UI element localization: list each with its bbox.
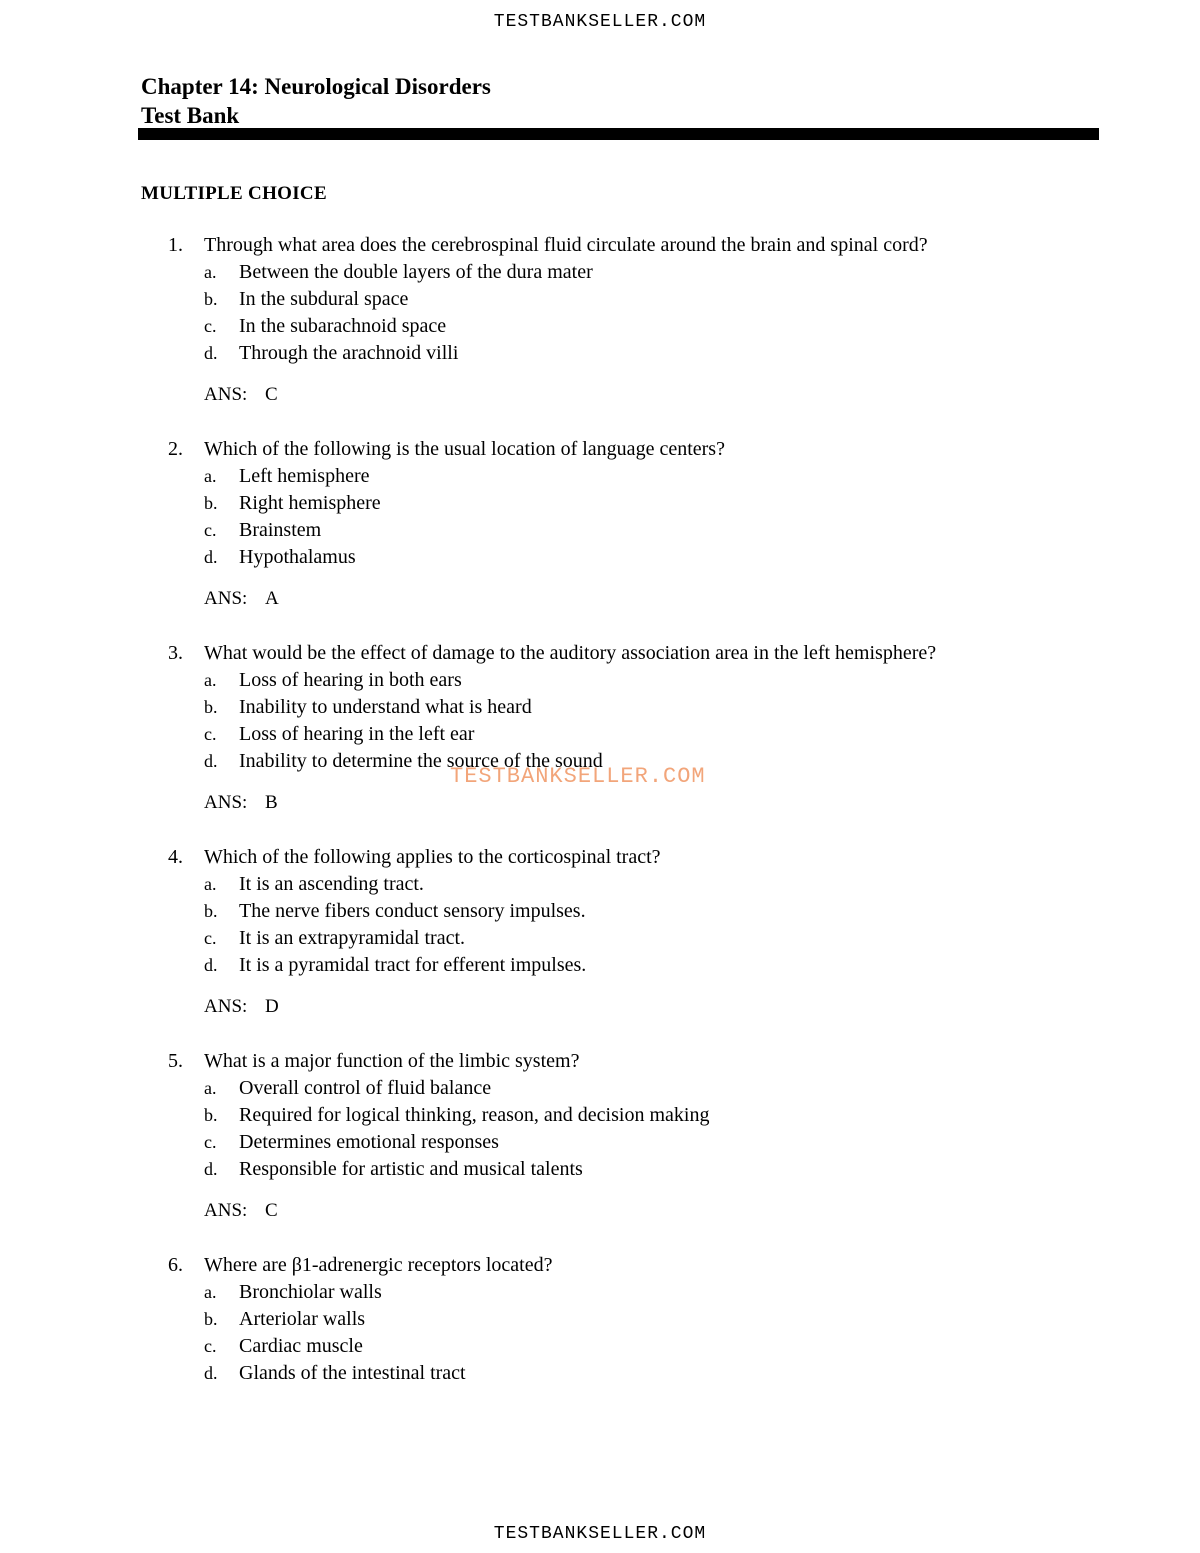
question-text: Which of the following applies to the corticospinal tract? bbox=[204, 846, 661, 868]
option-text: Loss of hearing in both ears bbox=[239, 669, 462, 691]
option-letter: c. bbox=[204, 1132, 217, 1152]
option-letter: d. bbox=[204, 547, 218, 567]
option-d bbox=[0, 544, 1200, 571]
answer-line bbox=[0, 789, 1200, 816]
option-text: Loss of hearing in the left ear bbox=[239, 723, 475, 745]
option-text: Between the double layers of the dura mater bbox=[239, 261, 593, 283]
option-text: It is an extrapyramidal tract. bbox=[239, 927, 466, 949]
option-text: Determines emotional responses bbox=[239, 1131, 499, 1153]
answer-value: D bbox=[265, 996, 279, 1017]
option-d bbox=[0, 1156, 1200, 1183]
answer-label: ANS: bbox=[204, 384, 248, 405]
question-text: Through what area does the cerebrospinal fluid circulate around the brain and spinal cord? bbox=[204, 234, 928, 256]
option-a bbox=[0, 259, 1200, 286]
option-d bbox=[0, 952, 1200, 979]
answer-label: ANS: bbox=[204, 588, 248, 609]
option-letter: a. bbox=[204, 262, 217, 282]
option-c bbox=[0, 1333, 1200, 1360]
option-letter: b. bbox=[204, 493, 218, 513]
option-letter: b. bbox=[204, 1105, 218, 1125]
question-number: 6. bbox=[168, 1254, 183, 1276]
option-text: Left hemisphere bbox=[239, 465, 370, 487]
center-watermark: TESTBANKSELLER.COM bbox=[450, 764, 706, 789]
option-text: Bronchiolar walls bbox=[239, 1281, 382, 1303]
question-list bbox=[0, 232, 1200, 1415]
question-number: 5. bbox=[168, 1050, 183, 1072]
option-text: Through the arachnoid villi bbox=[239, 342, 459, 364]
option-letter: a. bbox=[204, 1078, 217, 1098]
option-c bbox=[0, 925, 1200, 952]
option-letter: c. bbox=[204, 316, 217, 336]
answer-value: C bbox=[265, 384, 278, 405]
option-b bbox=[0, 694, 1200, 721]
option-a bbox=[0, 871, 1200, 898]
option-letter: b. bbox=[204, 1309, 218, 1329]
answer-value: C bbox=[265, 1200, 278, 1221]
answer-line bbox=[0, 381, 1200, 408]
option-letter: d. bbox=[204, 343, 218, 363]
question-number: 2. bbox=[168, 438, 183, 460]
option-text: Responsible for artistic and musical talents bbox=[239, 1158, 583, 1180]
option-b bbox=[0, 1306, 1200, 1333]
option-text: Glands of the intestinal tract bbox=[239, 1362, 466, 1384]
footer-watermark: TESTBANKSELLER.COM bbox=[493, 1524, 707, 1544]
option-text: It is a pyramidal tract for efferent impulses. bbox=[239, 954, 587, 976]
answer-line bbox=[0, 1197, 1200, 1224]
question-2 bbox=[0, 436, 1200, 612]
option-text: Brainstem bbox=[239, 519, 322, 541]
answer-label: ANS: bbox=[204, 792, 248, 813]
chapter-title: Chapter 14: Neurological Disorders bbox=[141, 74, 491, 99]
option-a bbox=[0, 667, 1200, 694]
option-letter: c. bbox=[204, 520, 217, 540]
option-letter: a. bbox=[204, 466, 217, 486]
option-letter: c. bbox=[204, 928, 217, 948]
option-a bbox=[0, 1075, 1200, 1102]
option-c bbox=[0, 517, 1200, 544]
option-letter: d. bbox=[204, 1363, 218, 1383]
option-text: Inability to understand what is heard bbox=[239, 696, 532, 718]
subtitle: Test Bank bbox=[141, 103, 240, 128]
option-a bbox=[0, 463, 1200, 490]
question-number: 1. bbox=[168, 234, 183, 256]
answer-line bbox=[0, 993, 1200, 1020]
option-text: In the subarachnoid space bbox=[239, 315, 447, 337]
option-text: Arteriolar walls bbox=[239, 1308, 366, 1330]
option-text: The nerve fibers conduct sensory impulses. bbox=[239, 900, 586, 922]
answer-line bbox=[0, 585, 1200, 612]
option-letter: b. bbox=[204, 289, 218, 309]
question-text: Where are β1-adrenergic receptors located? bbox=[204, 1254, 553, 1276]
question-6 bbox=[0, 1252, 1200, 1387]
question-4 bbox=[0, 844, 1200, 1020]
option-a bbox=[0, 1279, 1200, 1306]
option-text: Hypothalamus bbox=[239, 546, 356, 568]
option-c bbox=[0, 1129, 1200, 1156]
option-b bbox=[0, 490, 1200, 517]
question-number: 4. bbox=[168, 846, 183, 868]
question-5 bbox=[0, 1048, 1200, 1224]
header-watermark: TESTBANKSELLER.COM bbox=[493, 12, 707, 32]
option-letter: a. bbox=[204, 670, 217, 690]
option-text: It is an ascending tract. bbox=[239, 873, 424, 895]
option-b bbox=[0, 286, 1200, 313]
option-c bbox=[0, 721, 1200, 748]
question-text: Which of the following is the usual location of language centers? bbox=[204, 438, 725, 460]
option-text: Overall control of fluid balance bbox=[239, 1077, 492, 1099]
title-block bbox=[141, 72, 1099, 130]
section-heading: MULTIPLE CHOICE bbox=[141, 183, 327, 204]
option-d bbox=[0, 1360, 1200, 1387]
answer-value: A bbox=[265, 588, 279, 609]
option-letter: c. bbox=[204, 1336, 217, 1356]
option-letter: c. bbox=[204, 724, 217, 744]
question-text: What would be the effect of damage to the auditory association area in the left hemisphere? bbox=[204, 642, 937, 664]
option-c bbox=[0, 313, 1200, 340]
option-text: Right hemisphere bbox=[239, 492, 381, 514]
answer-value: B bbox=[265, 792, 278, 813]
option-letter: b. bbox=[204, 901, 218, 921]
option-letter: d. bbox=[204, 955, 218, 975]
option-b bbox=[0, 898, 1200, 925]
question-3 bbox=[0, 640, 1200, 816]
question-1 bbox=[0, 232, 1200, 408]
option-text: In the subdural space bbox=[239, 288, 409, 310]
option-letter: d. bbox=[204, 1159, 218, 1179]
option-letter: b. bbox=[204, 697, 218, 717]
option-text: Required for logical thinking, reason, and decision making bbox=[239, 1104, 710, 1126]
option-letter: a. bbox=[204, 1282, 217, 1302]
answer-label: ANS: bbox=[204, 1200, 248, 1221]
option-letter: d. bbox=[204, 751, 218, 771]
option-letter: a. bbox=[204, 874, 217, 894]
answer-label: ANS: bbox=[204, 996, 248, 1017]
question-number: 3. bbox=[168, 642, 183, 664]
option-text: Cardiac muscle bbox=[239, 1335, 363, 1357]
option-b bbox=[0, 1102, 1200, 1129]
question-text: What is a major function of the limbic system? bbox=[204, 1050, 580, 1072]
title-divider bbox=[138, 128, 1099, 140]
option-d bbox=[0, 340, 1200, 367]
option-text: Inability to determine the source of the sound bbox=[239, 750, 603, 772]
